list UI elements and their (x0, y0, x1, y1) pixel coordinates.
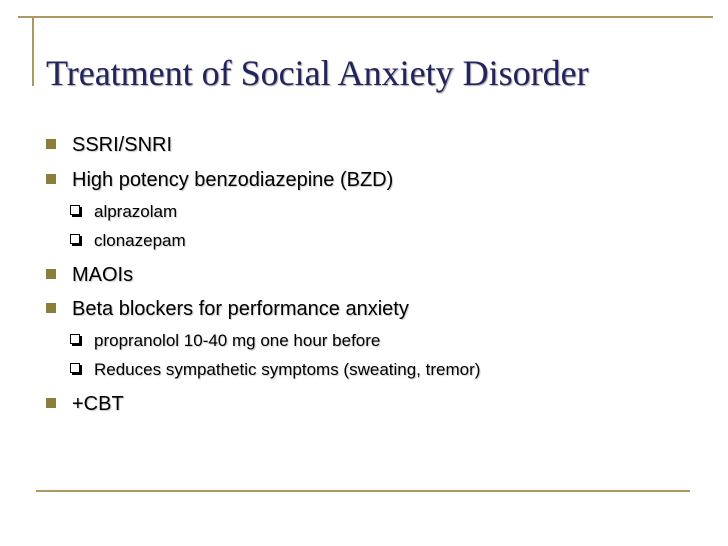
filled-square-bullet-icon (46, 139, 56, 149)
list-item-text: MAOIs (72, 264, 134, 286)
hollow-square-bullet-icon (70, 334, 80, 344)
list-item-text: +CBT (72, 393, 124, 415)
list-item-text: Reduces sympathetic symptoms (sweating, tremor) (94, 360, 481, 379)
list-item (46, 168, 393, 192)
list-item-text: alprazolam (94, 202, 178, 221)
list-item (70, 359, 480, 381)
hollow-square-bullet-icon (70, 205, 80, 215)
hollow-square-bullet-icon (70, 234, 80, 244)
list-item-text: propranolol 10-40 mg one hour before (94, 331, 381, 350)
slide-title: Treatment of Social Anxiety Disorder (46, 53, 589, 93)
filled-square-bullet-icon (46, 398, 56, 408)
list-item-text: High potency benzodiazepine (BZD) (72, 169, 394, 191)
list-item (46, 297, 409, 321)
frame-left-rule (32, 16, 34, 86)
list-item (46, 133, 172, 157)
list-item (70, 230, 186, 252)
list-item-text: Beta blockers for performance anxiety (72, 298, 409, 320)
frame-bottom-rule (36, 490, 690, 492)
list-item-text: clonazepam (94, 231, 186, 250)
frame-top-rule (18, 16, 713, 18)
filled-square-bullet-icon (46, 174, 56, 184)
hollow-square-bullet-icon (70, 363, 80, 373)
list-item (46, 392, 124, 416)
filled-square-bullet-icon (46, 269, 56, 279)
filled-square-bullet-icon (46, 303, 56, 313)
list-item (70, 201, 177, 223)
list-item (46, 263, 133, 287)
list-item (70, 330, 380, 352)
list-item-text: SSRI/SNRI (72, 134, 173, 156)
